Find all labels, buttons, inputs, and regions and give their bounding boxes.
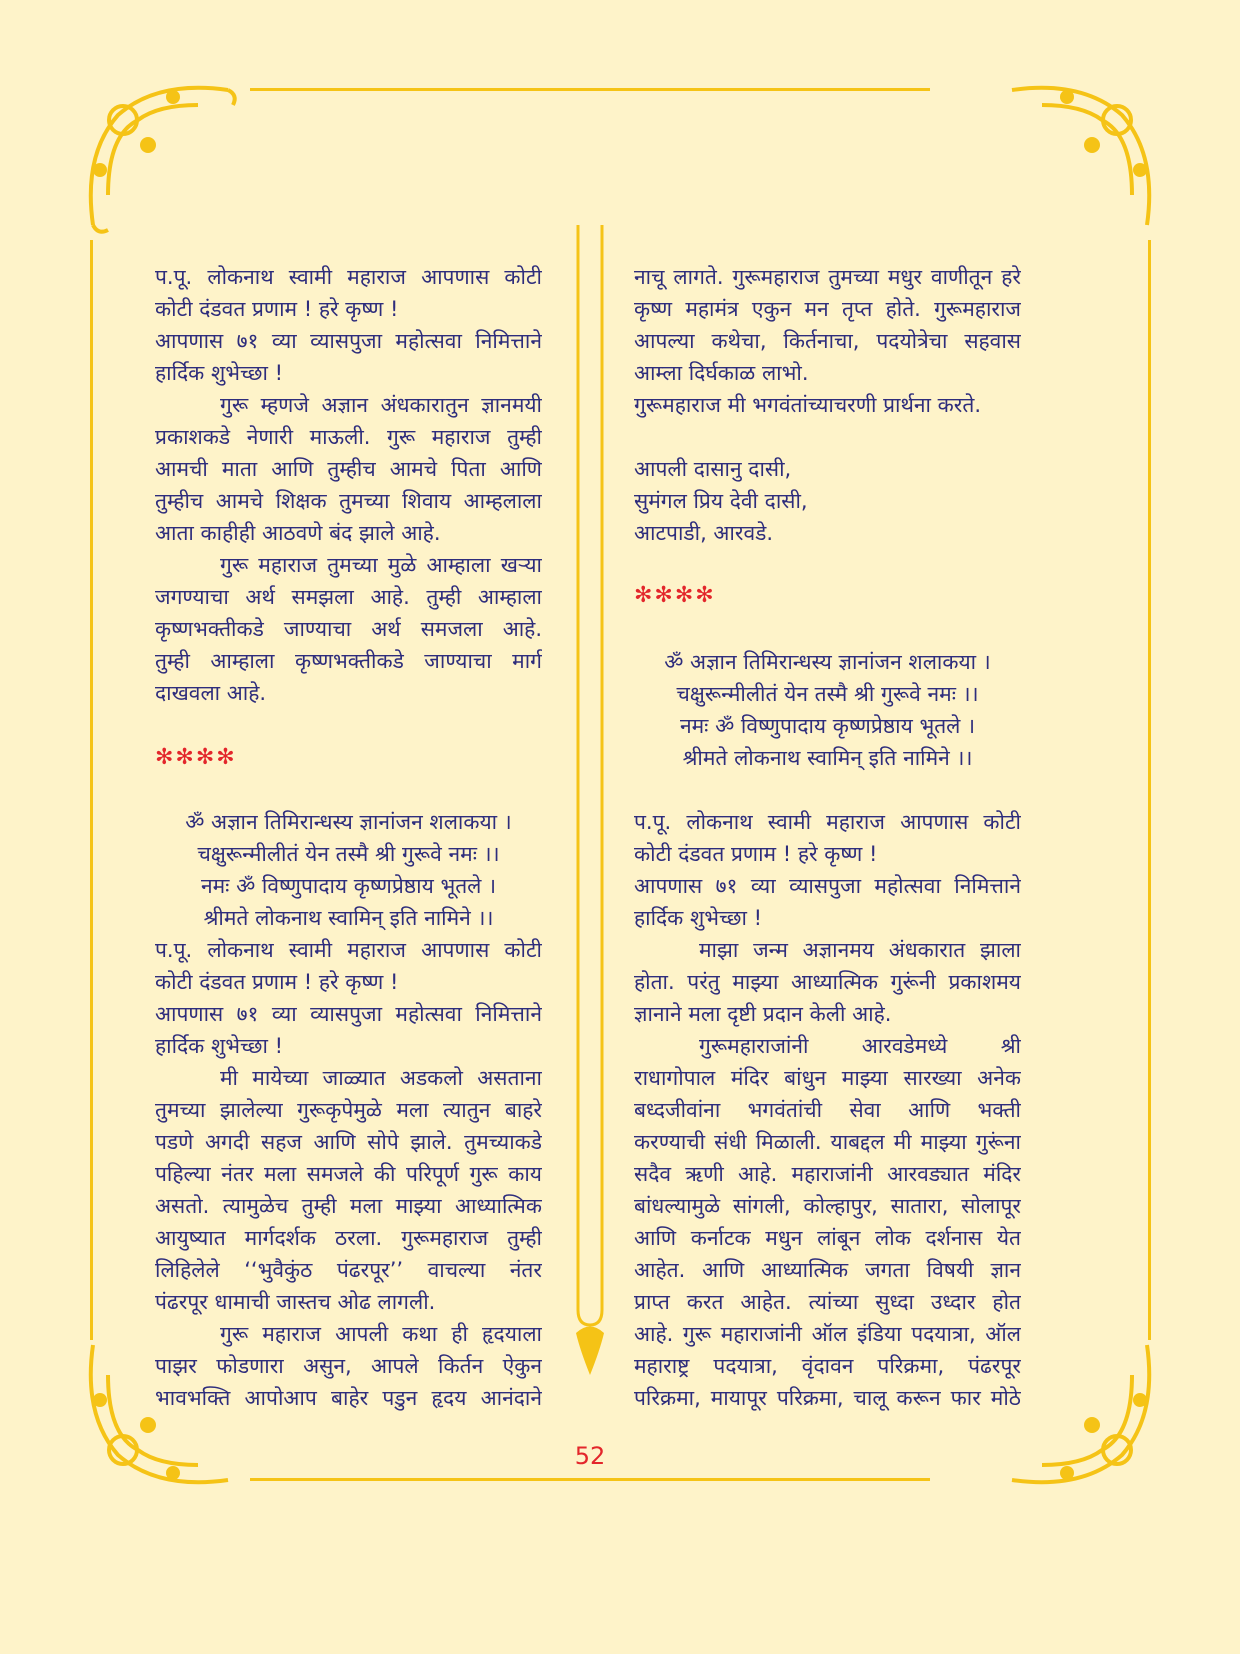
text-line: कोटी दंडवत प्रणाम ! हरे कृष्ण !: [155, 970, 399, 994]
text-line: दाखवला आहे.: [155, 681, 267, 705]
text-line: हार्दिक शुभेच्छा !: [155, 361, 284, 385]
text-line: सदैव ऋणी आहे. महाराजांनी आरवड्यात मंदिर: [634, 1162, 1021, 1186]
text-line: पहिल्या नंतर मला समजले की परिपूर्ण गुरू काय: [155, 1162, 542, 1186]
text-line: प्रकाशकडे नेणारी माऊली. गुरू महाराज तुम्ही: [155, 425, 542, 449]
signature-line: सुमंगल प्रिय देवी दासी,: [634, 489, 808, 513]
text-line: आमची माता आणि तुम्हीच आमचे पिता आणि: [155, 457, 542, 481]
text-line: तुम्ही आम्हाला कृष्णभक्तीकडे जाण्याचा मार्ग: [155, 649, 542, 673]
text-line: हार्दिक शुभेच्छा !: [634, 906, 763, 930]
text-line: प.पू. लोकनाथ स्वामी महाराज आपणास कोटी: [155, 938, 542, 962]
text-line: कोटी दंडवत प्रणाम ! हरे कृष्ण !: [155, 297, 399, 321]
text-line: जगण्याचा अर्थ समझला आहे. तुम्ही आम्हाला: [155, 585, 542, 609]
text-line: परिक्रमा, मायापूर परिक्रमा, चालू करून फार मोठे: [634, 1386, 1021, 1410]
section-separator-stars: ✻✻✻✻: [155, 745, 237, 770]
text-line: करण्याची संधी मिळाली. याबद्दल मी माझ्या गुरूंना: [634, 1130, 1021, 1154]
shloka-line: नमः ॐ विष्णुपादाय कृष्णप्रेष्ठाय भूतले ।: [679, 714, 976, 738]
text-line: ज्ञानाने मला दृष्टी प्रदान केली आहे.: [634, 1002, 892, 1026]
text-line: आम्ला दिर्घकाळ लाभो.: [634, 361, 809, 385]
text-line: गुरूमहाराजांनी आरवडेमध्ये श्री: [699, 1034, 1021, 1058]
text-line: महाराष्ट्र पदयात्रा, वृंदावन परिक्रमा, पंढरपूर: [634, 1354, 1021, 1378]
shloka-line: ॐ अज्ञान तिमिरान्धस्य ज्ञानांजन शलाकया ।: [664, 650, 991, 674]
text-line: गुरू महाराज आपली कथा ही हृदयाला: [220, 1322, 542, 1346]
text-line: प्राप्त करत आहेत. त्यांच्या सुध्दा उध्दार होत: [634, 1290, 1021, 1314]
text-line: राधागोपाल मंदिर बांधुन माझ्या सारख्या अनेक: [634, 1066, 1021, 1090]
section-separator-stars: ✻✻✻✻: [634, 583, 716, 608]
text-line: होता. परंतु माझ्या आध्यात्मिक गुरूंनी प्रकाशमय: [634, 970, 1021, 994]
column-divider: [570, 225, 610, 1385]
shloka-line: श्रीमते लोकनाथ स्वामिन् इति नामिने ।।: [682, 746, 973, 770]
text-line: लिहिलेले ‘‘भुवैकुंठ पंढरपूर’’ वाचल्या नंतर: [155, 1258, 542, 1282]
text-line: बध्दजीवांना भगवंतांची सेवा आणि भक्ती: [634, 1098, 1021, 1122]
text-line: आपणास ७१ व्या व्यासपुजा महोत्सवा निमित्ताने: [155, 1002, 542, 1026]
shloka-line: ॐ अज्ञान तिमिरान्धस्य ज्ञानांजन शलाकया ।: [185, 810, 512, 834]
signature-line: आटपाडी, आरवडे.: [634, 521, 774, 545]
text-line: आता काहीही आठवणे बंद झाले आहे.: [155, 521, 441, 545]
border-bottom: [250, 1478, 930, 1481]
text-line: प.पू. लोकनाथ स्वामी महाराज आपणास कोटी: [155, 265, 542, 289]
border-right: [1148, 240, 1151, 1340]
shloka-line: चक्षुरून्मीलीतं येन तस्मै श्री गुरूवे नमः ।।: [676, 682, 979, 706]
shloka-line: चक्षुरून्मीलीतं येन तस्मै श्री गुरूवे नमः ।।: [197, 842, 500, 866]
text-line: आणि कर्नाटक मधुन लांबून लोक दर्शनास येत: [634, 1226, 1021, 1250]
page-number: 52: [574, 1442, 606, 1470]
text-line: कृष्णभक्तीकडे जाण्याचा अर्थ समजला आहे.: [155, 617, 542, 641]
signature-line: आपली दासानु दासी,: [634, 457, 792, 481]
text-line: मी मायेच्या जाळ्यात अडकलो असताना: [220, 1066, 542, 1090]
text-line: आपल्या कथेचा, किर्तनाचा, पदयोत्रेचा सहवास: [634, 329, 1021, 353]
text-line: हार्दिक शुभेच्छा !: [155, 1034, 284, 1058]
text-line: कृष्ण महामंत्र एकुन मन तृप्त होते. गुरूमहाराज: [634, 297, 1021, 321]
text-line: आहे. गुरू महाराजांनी ऑल इंडिया पदयात्रा, ऑल: [634, 1322, 1021, 1346]
text-line: गुरू म्हणजे अज्ञान अंधकारातुन ज्ञानमयी: [220, 393, 542, 417]
text-line: तुम्हीच आमचे शिक्षक तुमच्या शिवाय आम्हलाला: [155, 489, 542, 513]
text-line: बांधल्यामुळे सांगली, कोल्हापुर, सातारा, सोलापूर: [634, 1194, 1021, 1218]
text-line: पंढरपूर धामाची जास्तच ओढ लागली.: [155, 1290, 436, 1314]
border-top: [250, 88, 930, 91]
text-line: माझा जन्म अज्ञानमय अंधकारात झाला: [699, 938, 1021, 962]
text-line: आपणास ७१ व्या व्यासपुजा महोत्सवा निमित्ताने: [634, 874, 1021, 898]
text-line: गुरू महाराज तुमच्या मुळे आम्हाला खऱ्या: [220, 553, 542, 577]
text-line: आपणास ७१ व्या व्यासपुजा महोत्सवा निमित्ताने: [155, 329, 542, 353]
text-line: भावभक्ति आपोआप बाहेर पडुन हृदय आनंदाने: [155, 1386, 542, 1410]
corner-ornament-icon: [78, 75, 248, 245]
text-line: असतो. त्यामुळेच तुम्ही मला माझ्या आध्यात्मिक: [155, 1194, 542, 1218]
text-line: पाझर फोडणारा असुन, आपले किर्तन ऐकुन: [155, 1354, 542, 1378]
shloka-line: नमः ॐ विष्णुपादाय कृष्णप्रेष्ठाय भूतले ।: [200, 874, 497, 898]
text-line: नाचू लागते. गुरूमहाराज तुमच्या मधुर वाणीतून हरे: [634, 265, 1021, 289]
text-line: तुमच्या झालेल्या गुरूकृपेमुळे मला त्यातुन बाहरे: [155, 1098, 542, 1122]
text-line: गुरूमहाराज मी भगवंतांच्याचरणी प्रार्थना करते.: [634, 393, 982, 417]
text-line: कोटी दंडवत प्रणाम ! हरे कृष्ण !: [634, 842, 878, 866]
corner-ornament-icon: [992, 75, 1162, 245]
text-line: आहेत. आणि आध्यात्मिक जगता विषयी ज्ञान: [634, 1258, 1021, 1282]
text-line: पडणे अगदी सहज आणि सोपे झाले. तुमच्याकडे: [155, 1130, 542, 1154]
text-line: आयुष्यात मार्गदर्शक ठरला. गुरूमहाराज तुम्ही: [155, 1226, 542, 1250]
border-left: [90, 240, 93, 1340]
shloka-line: श्रीमते लोकनाथ स्वामिन् इति नामिने ।।: [203, 906, 494, 930]
text-line: प.पू. लोकनाथ स्वामी महाराज आपणास कोटी: [634, 810, 1021, 834]
